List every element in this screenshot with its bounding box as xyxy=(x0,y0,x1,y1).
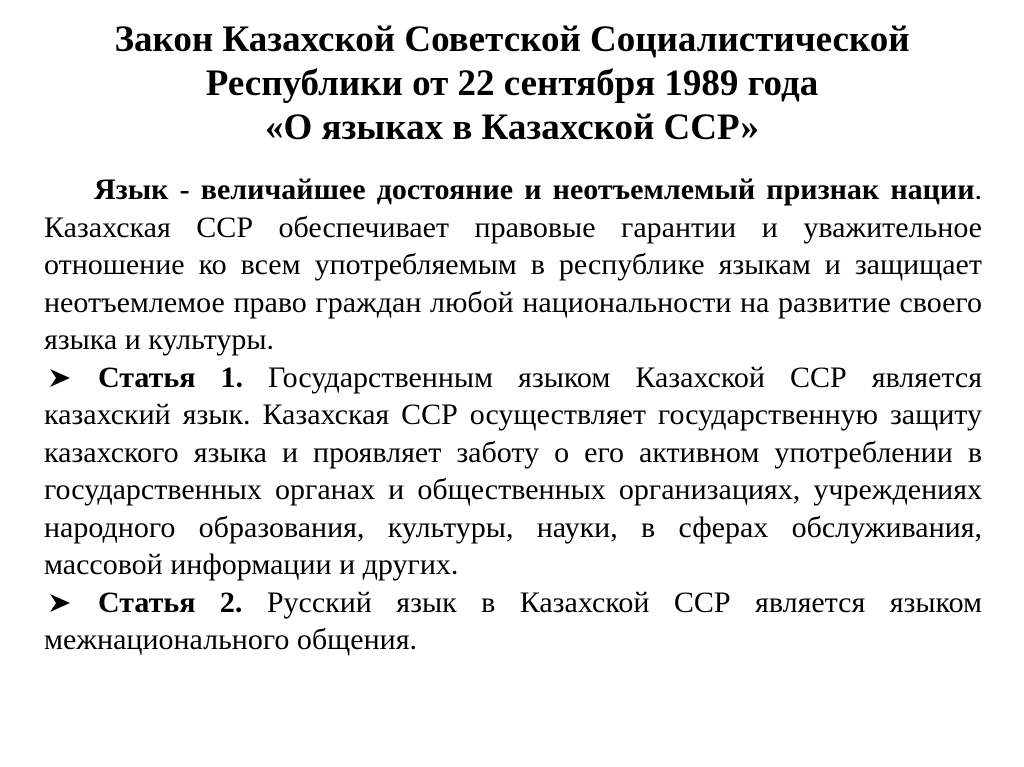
article-2-label: Статья 2. xyxy=(98,585,243,619)
article-2-item xyxy=(44,584,982,659)
intro-text: . Казахская ССР обеспечивает правовые гарантии и уважительное отношение ко всем употребляемым в республике языкам и защищает неотъемлемое право граждан любой национальности на развитие своего языка и культуры. xyxy=(44,173,982,356)
document-body xyxy=(44,171,982,659)
intro-bold-text: Язык - величайшее достояние и неотъемлемый признак нации xyxy=(94,173,975,206)
page-title xyxy=(0,18,1024,150)
article-1-item xyxy=(44,359,982,584)
title-line-2: Республики от 22 сентября 1989 года xyxy=(205,63,819,104)
arrowhead-bullet-icon xyxy=(44,359,84,396)
article-1-label: Статья 1. xyxy=(98,360,243,394)
title-line-1: Закон Казахской Советской Социалистической xyxy=(114,19,910,60)
arrowhead-bullet-icon xyxy=(44,584,84,621)
intro-paragraph xyxy=(44,171,982,359)
article-2-text: Русский язык в Казахской ССР является языком межнационального общения. xyxy=(44,585,982,656)
title-line-3: «О языках в Казахской ССР» xyxy=(265,107,759,148)
article-1-text: Государственным языком Казахской ССР является казахский язык. Казахская ССР осуществляет государственную защиту казахского языка и проявляет заботу о его активном употреблении в государственных органах и общественных организациях, учреждениях народного образования, культуры, науки, в сферах обслуживания, массовой информации и других. xyxy=(44,360,982,581)
